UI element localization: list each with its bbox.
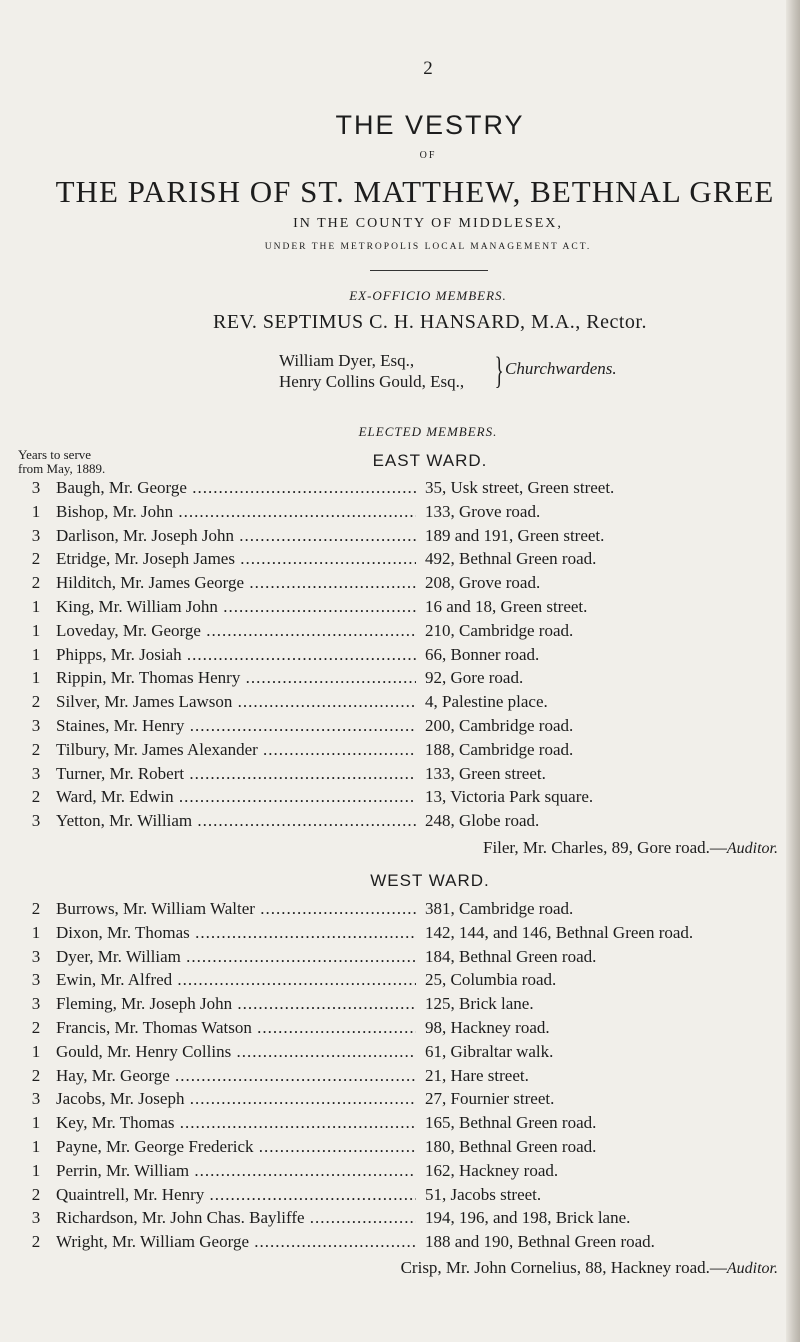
member-row	[0, 645, 800, 667]
member-address: 66, Bonner road.	[425, 644, 540, 664]
member-name: King, Mr. William John .....	[56, 597, 416, 617]
member-years: 1	[31, 644, 41, 664]
member-address: 248, Globe road.	[425, 811, 540, 831]
member-address: 61, Gibraltar walk.	[425, 1041, 554, 1061]
churchwarden-name: Henry Collins Gould, Esq.,	[279, 372, 465, 391]
member-address: 133, Grove road.	[425, 501, 541, 521]
member-row	[0, 1089, 800, 1111]
member-row	[0, 1042, 800, 1064]
member-row	[0, 621, 800, 643]
member-address: 180, Bethnal Green road.	[425, 1137, 597, 1156]
member-years: 1	[31, 620, 41, 640]
parish-name: THE PARISH OF ST. MATTHEW, BETHNAL GREE	[55, 174, 775, 209]
member-row	[0, 1208, 800, 1230]
member-name: Etridge, Mr. Joseph James .....	[56, 549, 416, 569]
member-years: 3	[31, 1089, 41, 1109]
member-name: Hay, Mr. George .....	[56, 1066, 416, 1086]
churchwardens-label: Churchwardens.	[505, 359, 617, 378]
member-years: 1	[31, 501, 41, 521]
ex-officio-heading: EX-OFFICIO MEMBERS.	[349, 288, 507, 303]
member-address: 125, Brick lane.	[425, 994, 534, 1014]
member-name: Quaintrell, Mr. Henry .....	[56, 1185, 416, 1205]
member-row	[0, 549, 800, 571]
member-years: 1	[31, 1041, 41, 1061]
member-years: 2	[31, 739, 41, 759]
member-years: 2	[31, 692, 41, 712]
member-name: Dyer, Mr. William .....	[56, 947, 416, 967]
member-years: 2	[31, 1018, 41, 1037]
member-row	[0, 787, 800, 809]
member-name: Staines, Mr. Henry .....	[56, 716, 416, 736]
member-row	[0, 716, 800, 738]
member-name: Bishop, Mr. John .....	[56, 502, 416, 522]
member-years: 1	[31, 922, 41, 942]
member-address: 25, Columbia road.	[425, 970, 557, 990]
elected-heading: ELECTED MEMBERS.	[358, 424, 498, 439]
member-row	[0, 1137, 800, 1159]
member-name: Gould, Mr. Henry Collins .....	[56, 1042, 416, 1062]
member-row	[0, 923, 800, 945]
member-row	[0, 1232, 800, 1254]
member-name: Ewin, Mr. Alfred .....	[56, 970, 416, 990]
member-row	[0, 668, 800, 690]
member-address: 35, Usk street, Green street.	[425, 478, 615, 497]
member-row	[0, 502, 800, 524]
title-of: OF	[419, 150, 437, 161]
brace-icon: }	[494, 350, 504, 392]
member-name: Richardson, Mr. John Chas. Bayliffe .....	[56, 1208, 416, 1228]
member-row	[0, 740, 800, 762]
member-row	[0, 947, 800, 969]
act-line: UNDER THE METROPOLIS LOCAL MANAGEMENT ACT.	[264, 242, 592, 252]
member-row	[0, 526, 800, 548]
churchwarden-name: William Dyer, Esq.,	[279, 351, 415, 370]
member-name: Wright, Mr. William George .....	[56, 1232, 416, 1252]
member-address: 188, Cambridge road.	[425, 739, 574, 759]
member-name: Silver, Mr. James Lawson .....	[56, 692, 416, 712]
member-row	[0, 994, 800, 1016]
member-address: 133, Green street.	[425, 763, 546, 783]
member-address: 16 and 18, Green street.	[425, 597, 588, 616]
member-name: Phipps, Mr. Josiah .....	[56, 645, 416, 665]
member-address: 194, 196, and 198, Brick lane.	[425, 1208, 631, 1228]
member-address: 142, 144, and 146, Bethnal Green road.	[425, 922, 694, 942]
rector-line: REV. SEPTIMUS C. H. HANSARD, M.A., Rector.	[212, 311, 647, 333]
member-name: Baugh, Mr. George .....	[56, 478, 416, 498]
member-years: 1	[31, 1160, 41, 1180]
member-years: 2	[31, 1065, 41, 1085]
member-years: 2	[31, 573, 41, 593]
divider	[370, 270, 488, 271]
member-address: 92, Gore road.	[425, 668, 524, 688]
east-ward-heading: EAST WARD.	[372, 451, 488, 470]
member-row	[0, 970, 800, 992]
member-name: Dixon, Mr. Thomas .....	[56, 923, 416, 943]
member-row	[0, 597, 800, 619]
member-years: 3	[31, 763, 41, 783]
member-address: 200, Cambridge road.	[425, 716, 574, 735]
member-name: Yetton, Mr. William .....	[56, 811, 416, 831]
west-ward-heading: WEST WARD.	[370, 871, 490, 890]
member-years: 1	[31, 597, 41, 616]
member-address: 208, Grove road.	[425, 573, 541, 593]
member-row	[0, 811, 800, 833]
member-address: 165, Bethnal Green road.	[425, 1113, 597, 1133]
member-address: 188 and 190, Bethnal Green road.	[425, 1232, 655, 1252]
member-name: Loveday, Mr. George .....	[56, 621, 416, 641]
member-address: 27, Fournier street.	[425, 1089, 555, 1109]
member-years: 3	[31, 946, 41, 966]
member-row	[0, 1066, 800, 1088]
member-row	[0, 764, 800, 786]
county-line: IN THE COUNTY OF MIDDLESEX,	[293, 216, 563, 231]
member-row	[0, 1161, 800, 1183]
member-row	[0, 692, 800, 714]
member-name: Francis, Mr. Thomas Watson .....	[56, 1018, 416, 1038]
member-years: 2	[31, 1232, 41, 1252]
member-years: 1	[31, 1113, 41, 1133]
member-years: 3	[31, 811, 41, 831]
page-title: THE VESTRY	[335, 110, 525, 140]
member-name: Perrin, Mr. William .....	[56, 1161, 416, 1181]
member-name: Payne, Mr. George Frederick .....	[56, 1137, 416, 1157]
member-name: Darlison, Mr. Joseph John .....	[56, 526, 416, 546]
member-row	[0, 899, 800, 921]
member-address: 21, Hare street.	[425, 1065, 529, 1085]
west-ward-auditor: Crisp, Mr. John Cornelius, 88, Hackney road.—Auditor.	[400, 1258, 778, 1277]
member-row	[0, 573, 800, 595]
member-years: 3	[31, 994, 41, 1014]
years-column-label: Years to serve from May, 1889.	[18, 447, 106, 476]
member-name: Rippin, Mr. Thomas Henry .....	[56, 668, 416, 688]
member-name: Jacobs, Mr. Joseph .....	[56, 1089, 416, 1109]
member-address: 98, Hackney road.	[425, 1018, 550, 1037]
member-address: 492, Bethnal Green road.	[425, 549, 597, 569]
member-name: Ward, Mr. Edwin .....	[56, 787, 416, 807]
east-ward-auditor: Filer, Mr. Charles, 89, Gore road.—Auditor.	[482, 838, 778, 857]
churchwardens-list	[279, 350, 464, 392]
member-years: 3	[31, 970, 41, 990]
member-address: 189 and 191, Green street.	[425, 525, 605, 545]
member-address: 184, Bethnal Green road.	[425, 946, 597, 966]
member-years: 1	[31, 1137, 41, 1156]
member-name: Burrows, Mr. William Walter .....	[56, 899, 416, 919]
member-address: 210, Cambridge road.	[425, 620, 574, 640]
member-years: 2	[31, 899, 41, 918]
member-row	[0, 478, 800, 500]
member-years: 3	[31, 1208, 41, 1228]
member-years: 3	[31, 716, 41, 735]
member-row	[0, 1018, 800, 1040]
member-years: 2	[31, 787, 41, 807]
member-address: 4, Palestine place.	[425, 692, 548, 712]
member-address: 381, Cambridge road.	[425, 899, 574, 918]
member-years: 2	[31, 1184, 41, 1204]
member-name: Turner, Mr. Robert .....	[56, 764, 416, 784]
member-years: 3	[31, 478, 41, 497]
member-address: 51, Jacobs street.	[425, 1184, 542, 1204]
member-name: Tilbury, Mr. James Alexander .....	[56, 740, 416, 760]
member-years: 3	[31, 525, 41, 545]
member-years: 1	[31, 668, 41, 688]
page-number: 2	[423, 58, 433, 79]
member-name: Fleming, Mr. Joseph John .....	[56, 994, 416, 1014]
member-row	[0, 1113, 800, 1135]
member-address: 162, Hackney road.	[425, 1160, 559, 1180]
member-row	[0, 1185, 800, 1207]
member-name: Hilditch, Mr. James George .....	[56, 573, 416, 593]
member-name: Key, Mr. Thomas .....	[56, 1113, 416, 1133]
member-address: 13, Victoria Park square.	[425, 787, 594, 807]
member-years: 2	[31, 549, 41, 569]
